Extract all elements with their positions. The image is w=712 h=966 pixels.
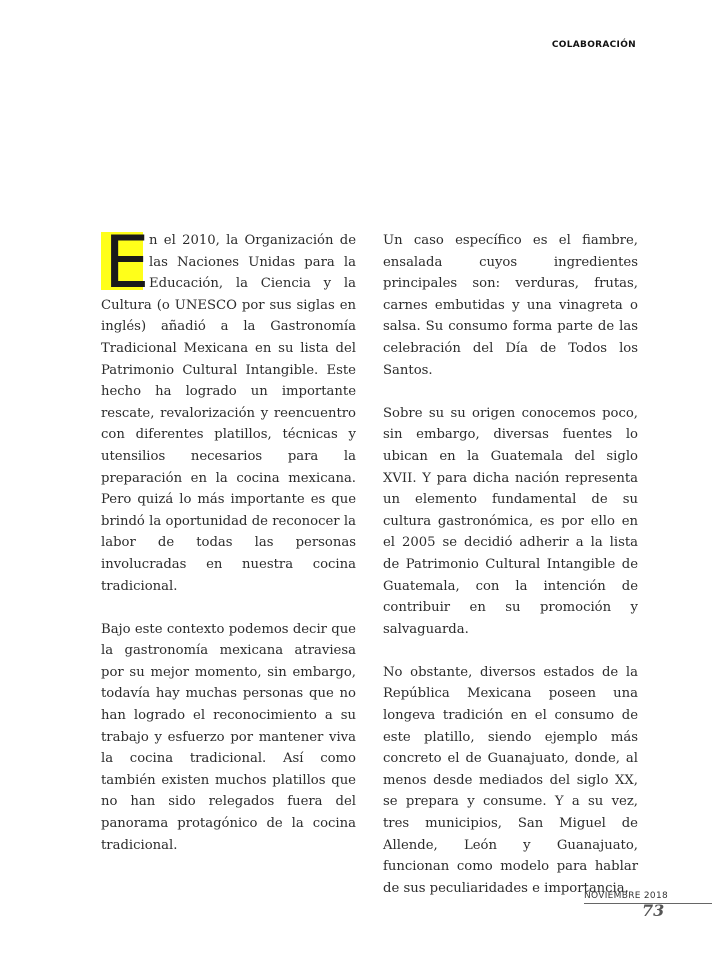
article-column-right [383,230,638,899]
paragraph: Un caso específico es el fiambre, ensalada cuyos ingredientes principales son: verduras, frutas, carnes embutidas y una vinagreta o salsa. Su consumo forma parte de las celebración del Día de Todos los Santos. [383,233,638,378]
article-column-left [101,220,356,856]
paragraph [101,220,356,597]
paragraph: Sobre su su origen conocemos poco, sin embargo, diversas fuentes lo ubican en la Guatemala del siglo XVII. Y para dicha nación representa un elemento fundamental de su cultura gastronómica, es por ello en el 2005 se decidió adherir a la lista de Patrimonio Cultural Intangible de Guatemala, con la intención de contribuir en su promoción y salvaguarda. [383,405,638,637]
drop-cap [101,220,150,304]
paragraph-text: n el 2010, la Organización de las Naciones Unidas para la Educación, la Ciencia y la Cultura (o UNESCO por sus siglas en inglés) añadió a la Gastronomía Tradicional Mexicana en su lista del Patrimonio Cultural Intangible. Este hecho ha logrado un importante rescate, revalorización y reencuentro con diferentes platillos, técnicas y utensilios necesarios para la preparación en la cocina mexicana. Pero quizá lo más importante es que brindó la oportunidad de reconocer la labor de todas las personas involucradas en nuestra cocina tradicional. [101,233,356,594]
paragraph: Bajo este contexto podemos decir que la gastronomía mexicana atraviesa por su mejor momento, sin embargo, todavía hay muchas personas que no han logrado el reconocimiento a su trabajo y esfuerzo por mantener viva la cocina tradicional. Así como también existen muchos platillos que no han sido relegados fuera del panorama protagónico de la cocina tradicional. [101,621,356,853]
section-label: COLABORACIÓN [551,40,636,50]
paragraph: No obstante, diversos estados de la República Mexicana poseen una longeva tradición en el consumo de este platillo, siendo ejemplo más concreto el de Guanajuato, donde, al menos desde mediados del siglo XX, se prepara y consume. Y a su vez, tres municipios, San Miguel de Allende, León y Guanajuato, funcionan como modelo para hablar de sus peculiaridades e importancia. [383,664,638,896]
drop-cap-letter: E [104,220,150,304]
issue-date: NOVIEMBRE 2018 [584,891,669,901]
page-number: 73 [642,901,665,920]
